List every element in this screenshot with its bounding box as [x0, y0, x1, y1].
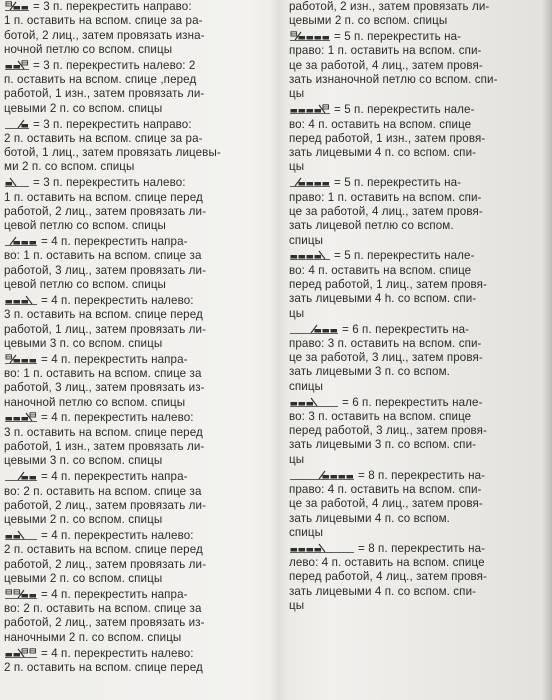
legend-entry-text: работой, 2 лиц., затем провязать из-: [4, 616, 205, 630]
legend-entry-line: [4, 102, 274, 116]
legend-entry-text: це за работой, 4 лиц., затем провя-: [289, 497, 483, 511]
cross-right-1-3-knit-icon: [4, 236, 38, 246]
legend-entry-line: [4, 588, 274, 602]
cross-left-3-1-purl-icon: [4, 412, 38, 422]
legend-entry-text: це за работой, 4 лиц., затем провя-: [289, 58, 483, 72]
cross-left-2-2-knit-icon: [4, 530, 38, 540]
legend-entry-text: работой, 3 лиц., затем провязать из-: [4, 381, 205, 395]
legend-entry-text: цевыми 2 п. со вспом. спицы: [289, 14, 448, 28]
legend-entry-line: [289, 424, 547, 438]
legend-entry: [4, 470, 274, 527]
legend-entry-text: 3 п. оставить на вспом. спице перед: [4, 308, 203, 322]
legend-entry-line: [4, 323, 274, 337]
legend-entry: [289, 176, 547, 247]
legend-entry-line: [4, 191, 274, 205]
legend-entry-text: цы: [289, 306, 305, 320]
legend-entry-text: = 6 п. перекрестить на-: [342, 322, 470, 336]
legend-entry-line: [289, 191, 547, 205]
legend-entry-line: [4, 513, 274, 527]
legend-entry-text: 1 п. оставить на вспом. спице за ра-: [4, 14, 203, 28]
legend-entry-text: = 5 п. перекрестить нале-: [334, 103, 475, 117]
legend-entry-text: ночной петлю со вспом. спицы: [4, 42, 173, 56]
legend-entry-line: [289, 44, 547, 58]
legend-entry-text: наночной петлю со вспом. спицы: [4, 395, 186, 409]
legend-entry: [4, 59, 274, 116]
legend-entry-line: [4, 543, 274, 557]
legend-entry-text: цевыми 2 п. со вспом. спицы: [4, 513, 163, 527]
cross-right-1-2-purl-icon: [4, 1, 30, 11]
legend-entry-text: = 8 п. перекрестить на-: [358, 468, 486, 482]
legend-entry-text: = 4 п. перекрестить напра-: [41, 352, 188, 366]
legend-entry: [289, 469, 547, 540]
cross-left-4-4-knit-icon: [289, 543, 355, 553]
legend-entry-text: зать лицевыми 3 п. со вспом. спи-: [289, 438, 477, 452]
legend-entry-text: 1 п. оставить на вспом. спице перед: [4, 190, 203, 204]
legend-entry-text: = 3 п. перекрестить налево: 2: [33, 58, 196, 72]
legend-entry-text: 3 п. оставить на вспом. спице перед: [4, 425, 203, 439]
legend-entry-line: [289, 132, 547, 146]
legend-entry: [289, 323, 547, 394]
legend-entry-text: цы: [289, 598, 305, 612]
legend-entry-line: [4, 470, 274, 484]
legend-entry-text: во: 2 п. оставить на вспом. спице за: [4, 484, 202, 498]
legend-entry-line: [4, 278, 274, 292]
legend-entry-line: [289, 146, 547, 160]
legend-entry-line: [289, 205, 547, 219]
legend-entry-line: [4, 146, 274, 160]
legend-entry-line: [289, 585, 547, 599]
legend-entry-text: цевой петлю со вспом. спицы: [4, 278, 166, 292]
legend-entry-text: работой, 1 лиц., затем провязать ли-: [4, 322, 207, 336]
cross-right-2-2-knit-icon: [4, 471, 38, 481]
legend-entry-text: = 3 п. перекрестить направо:: [33, 117, 192, 131]
legend-entry-line: [289, 234, 547, 248]
legend-entry-text: во: 2 п. оставить на вспом. спице за: [4, 602, 202, 616]
legend-entry-line: [4, 235, 274, 249]
legend-entry-text: цы: [289, 87, 305, 101]
legend-entry-text: зать лицевыми 3 п. со вспом.: [289, 365, 450, 379]
legend-entry-line: [4, 454, 274, 468]
legend-entry-line: [289, 337, 547, 351]
legend-entry-line: [4, 353, 274, 367]
legend-entry-text: спицы: [289, 233, 324, 247]
legend-entry-line: [4, 249, 274, 263]
legend-entry: [4, 118, 274, 175]
legend-entry-text: работой, 1 изн., затем провязать ли-: [4, 87, 205, 101]
legend-entry-text: 2 п. оставить на вспом. спице перед: [4, 660, 203, 674]
legend-entry-line: [4, 381, 274, 395]
legend-entry-line: [4, 0, 274, 14]
legend-entry-line: [4, 14, 274, 28]
legend-entry-text: = 3 п. перекрестить направо:: [33, 0, 192, 13]
legend-entry-text: во: 3 п. оставить на вспом. спице: [289, 409, 472, 423]
legend-entry-text: 2 п. оставить на вспом. спице перед: [4, 543, 203, 557]
legend-entry-text: = 8 п. перекрестить на-: [358, 541, 486, 555]
legend-entry-text: во: 4 п. оставить на вспом. спице: [289, 117, 472, 131]
legend-entry-line: [289, 292, 547, 306]
cross-left-2-2-purl-icon: [4, 648, 38, 658]
legend-entry-text: = 4 п. перекрестить напра-: [41, 470, 188, 484]
legend-entry-line: [4, 294, 274, 308]
cross-right-3-3-knit-icon: [289, 324, 339, 334]
legend-entry-text: во: 1 п. оставить на вспом. спице за: [4, 366, 202, 380]
legend-entry-text: наночными 2 п. со вспом. спицы: [4, 630, 182, 644]
legend-entry-text: работой, 2 лиц., затем провязать ли-: [4, 204, 207, 218]
legend-entry: [289, 103, 547, 174]
legend-entry-line: [289, 365, 547, 379]
legend-entry-line: [289, 0, 547, 14]
legend-entry-text: ботой, 1 лиц., затем провязать лицевы-: [4, 146, 221, 160]
legend-entry-line: [289, 14, 547, 28]
legend-entry-line: [289, 497, 547, 511]
legend-entry-text: работой, 3 лиц., затем провязать ли-: [4, 263, 207, 277]
legend-entry-text: цевыми 2 п. со вспом. спицы: [4, 571, 163, 585]
legend-entry-line: [289, 73, 547, 87]
legend-entry-line: [289, 219, 547, 233]
legend-entry-line: [289, 599, 547, 613]
legend-entry-line: [4, 205, 274, 219]
cross-left-4-1-knit-icon: [289, 250, 331, 260]
cross-left-2-1-purl-icon: [4, 60, 30, 70]
legend-entry-text: = 5 п. перекрестить на-: [334, 30, 462, 44]
cross-right-1-3-purl-icon: [4, 354, 38, 364]
legend-entry-line: [289, 453, 547, 467]
legend-entry-line: [289, 307, 547, 321]
legend-entry-text: ботой, 2 лиц., затем провязать изна-: [4, 28, 205, 42]
legend-entry-line: [4, 337, 274, 351]
legend-entry-text: це за работой, 3 лиц., затем провя-: [289, 351, 483, 365]
legend-entry-line: [4, 396, 274, 410]
legend-entry: [4, 176, 274, 233]
legend-entry-line: [4, 647, 274, 661]
legend-entry-line: [289, 323, 547, 337]
legend-entry-text: = 4 п. перекрестить налево:: [41, 529, 194, 543]
legend-entry-line: [4, 499, 274, 513]
legend-entry-text: = 5 п. перекрестить на-: [334, 176, 462, 190]
legend-entry-text: п. оставить на вспом. спице ,перед: [4, 73, 197, 87]
legend-entry-line: [289, 103, 547, 117]
legend-entry-line: [289, 30, 547, 44]
legend-entry-text: це за работой, 4 лиц., затем провя-: [289, 204, 483, 218]
legend-entry-line: [4, 219, 274, 233]
legend-entry-line: [4, 367, 274, 381]
legend-entry: [4, 529, 274, 586]
legend-entry-line: [4, 661, 274, 675]
legend-entry-text: право: 3 п. оставить на вспом. спи-: [289, 336, 482, 350]
legend-entry-line: [4, 160, 274, 174]
legend-entry-line: [289, 469, 547, 483]
legend-entry: [289, 396, 547, 467]
legend-entry-text: зать лицевыми 4 п. со вспом. спи-: [289, 584, 477, 598]
legend-entry-text: право: 1 п. оставить на вспом. спи-: [289, 190, 482, 204]
legend-entry-text: право: 4 п. оставить на вспом. спи-: [289, 482, 482, 496]
legend-entry: [4, 411, 274, 468]
legend-entry-line: [289, 278, 547, 292]
cross-left-3-3-knit-icon: [289, 397, 339, 407]
legend-entry: [4, 235, 274, 292]
legend-entry: [4, 0, 274, 57]
right-column: [289, 0, 547, 615]
legend-entry-line: [4, 529, 274, 543]
legend-entry-text: перед работой, 1 изн., затем провя-: [289, 131, 486, 145]
legend-entry-line: [4, 616, 274, 630]
legend-entry-line: [289, 512, 547, 526]
legend-entry-text: цы: [289, 452, 305, 466]
legend-entry-line: [4, 73, 274, 87]
legend-entry-text: = 4 п. перекрестить напра-: [41, 235, 188, 249]
legend-entry: [4, 588, 274, 645]
legend-entry-text: работой, 1 изн., затем провязать ли-: [4, 440, 205, 454]
legend-entry-line: [289, 118, 547, 132]
legend-entry-text: = 3 п. перекрестить налево:: [33, 176, 186, 190]
legend-entry-line: [289, 570, 547, 584]
legend-entry-line: [4, 308, 274, 322]
legend-entry-line: [4, 132, 274, 146]
legend-entry-text: = 5 п. перекрестить нале-: [334, 249, 475, 263]
legend-entry-line: [289, 380, 547, 394]
legend-entry-text: спицы: [289, 379, 324, 393]
legend-entry-line: [289, 556, 547, 570]
legend-entry: [4, 647, 274, 676]
legend-entry: [289, 249, 547, 320]
legend-entry-line: [289, 351, 547, 365]
legend-entry-text: = 4 п. перекрестить налево:: [41, 411, 194, 425]
legend-entry-line: [4, 87, 274, 101]
legend-entry-text: зать лицевыми 4 h. со вспом. спи-: [289, 292, 477, 306]
legend-entry-text: лево: 4 п. оставить на вспом. спице: [289, 556, 485, 570]
legend-entry-text: во: 4 п. оставить на вспом. спице: [289, 263, 472, 277]
legend-entry-line: [4, 59, 274, 73]
legend-entry-line: [4, 176, 274, 190]
legend-entry-text: право: 1 п. оставить на вспом. спи-: [289, 44, 482, 58]
legend-entry-text: зать лицевой петлю со вспом.: [289, 219, 454, 233]
legend-entry-line: [289, 396, 547, 410]
legend-entry-text: = 6 п. перекрестить нале-: [342, 395, 483, 409]
legend-entry: [289, 30, 547, 101]
legend-entry-line: [4, 602, 274, 616]
legend-entry-line: [4, 558, 274, 572]
cross-left-3-1-knit-icon: [4, 295, 38, 305]
cross-right-1-4-knit-icon: [289, 177, 331, 187]
legend-entry-text: перед работой, 3 лиц., затем провя-: [289, 424, 488, 438]
legend-entry-line: [4, 631, 274, 645]
legend-entry-line: [4, 440, 274, 454]
legend-entry-text: зать лицевыми 4 п. со вспом. спи-: [289, 146, 477, 160]
legend-entry-line: [289, 264, 547, 278]
legend-entry-line: [289, 438, 547, 452]
legend-entry-text: 2 п. оставить на вспом. спице за ра-: [4, 131, 203, 145]
legend-entry-line: [4, 118, 274, 132]
legend-entry-line: [4, 426, 274, 440]
legend-entry-text: спицы: [289, 525, 324, 539]
legend-entry-line: [289, 542, 547, 556]
left-column: [4, 0, 274, 677]
cross-right-4-4-knit-icon: [289, 470, 355, 480]
legend-entry-line: [4, 29, 274, 43]
legend-entry-text: цевой петлю со вспом. спицы: [4, 219, 166, 233]
legend-entry-line: [4, 264, 274, 278]
cross-left-1-2-knit-icon: [4, 177, 30, 187]
legend-entry-line: [289, 483, 547, 497]
legend-entry-text: работой, 2 лиц., затем провязать ли-: [4, 498, 207, 512]
legend-entry-line: [289, 176, 547, 190]
legend-entry-text: зать изнаночной петлю со вспом. спи-: [289, 73, 498, 87]
legend-entry: [4, 353, 274, 410]
legend-entry-line: [289, 249, 547, 263]
legend-entry-line: [4, 411, 274, 425]
legend-entry-text: = 4 п. перекрестить налево:: [41, 646, 194, 660]
legend-entry-text: цевыми 2 п. со вспом. спицы: [4, 101, 163, 115]
legend-entry-line: [289, 87, 547, 101]
legend-entry-text: работой, 2 изн., затем провязать ли-: [289, 0, 490, 13]
legend-entry-text: ми 2 п. со вспом. спицы: [4, 160, 135, 174]
legend-entry-text: цевыми 3 п. со вспом. спицы: [4, 336, 163, 350]
legend-entry-text: работой, 2 лиц., затем провязать ли-: [4, 557, 207, 571]
legend-entry-text: = 4 п. перекрестить налево:: [41, 293, 194, 307]
legend-entry-text: перед работой, 4 лиц., затем провя-: [289, 570, 488, 584]
legend-entry-text: во: 1 п. оставить на вспом. спице за: [4, 249, 202, 263]
legend-entry-text: перед работой, 1 лиц., затем провя-: [289, 278, 488, 292]
legend-entry: [289, 542, 547, 613]
cross-right-2-1-knit-icon: [4, 119, 30, 129]
legend-entry-line: [289, 526, 547, 540]
legend-entry: [289, 0, 547, 29]
legend-entry-line: [4, 572, 274, 586]
cross-right-2-2-purl-icon: [4, 589, 38, 599]
legend-entry-text: цы: [289, 160, 305, 174]
cross-left-4-1-purl-icon: [289, 104, 331, 114]
legend-entry-line: [4, 485, 274, 499]
legend-entry-line: [289, 160, 547, 174]
cross-right-1-4-purl-icon: [289, 31, 331, 41]
legend-entry-text: = 4 п. перекрестить напра-: [41, 587, 188, 601]
legend-entry: [4, 294, 274, 351]
legend-entry-line: [4, 43, 274, 57]
legend-entry-text: зать лицевыми 4 п. со вспом.: [289, 511, 450, 525]
legend-entry-line: [289, 59, 547, 73]
legend-entry-text: цевыми 3 п. со вспом. спицы: [4, 454, 163, 468]
legend-entry-line: [289, 410, 547, 424]
